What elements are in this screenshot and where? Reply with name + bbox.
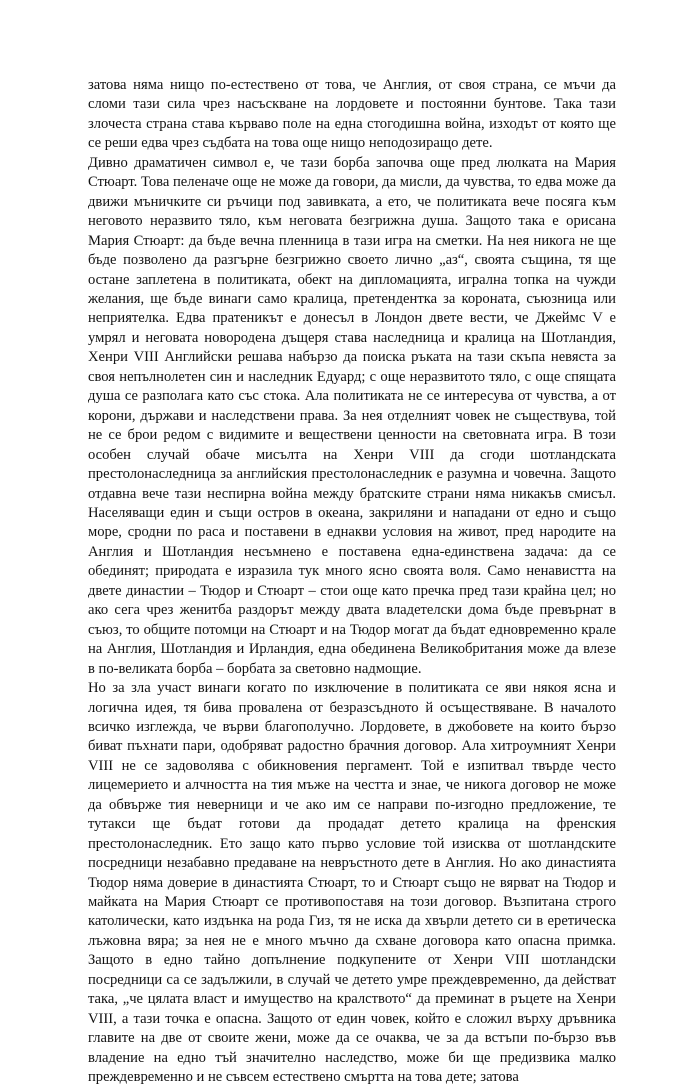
paragraph-3: Но за зла участ винаги когато по изключение в политиката се яви някоя ясна и логична идея, тя бива провалена от безразсъдното й осъществяване. В началото всичко изглежда, че върви благополучно. Лордовете, в джобовете на които бързо биват пъхнати пари, одобряват радостно брачния договор. Ала хитроумният Хенри VIII не се задоволява с обикновения пергамент. Той е изпитвал твърде често лицемерието и алчността на тия мъже на честта и знае, че никога договор не може да обвърже тия неверници и че ако им се направи по-изгодно предложение, те тутакси ще бъдат готови да продадат детето кралица на френския престолонаследник. Ето защо като първо условие той изисква от шотландските посредници незабавно предаване на невръстното дете в Англия. Но ако династията Тюдор няма доверие в династията Стюарт, то и Стюарт също не вярват на Тюдор и майката на Мария Стюарт се противопоставя на този договор. Възпитана строго католически, като издънка на рода Гиз, тя не иска да хвърли детето си в еретическа лъжовна вяра; за нея не е много мъчно да схване договора като опасна примка. Защото в едно тайно допълнение подкупените от Хенри VIII шотландски посредници са се задължили, в случай че детето умре преждевременно, да действат така, „че цялата власт и имущество на кралството“ да преминат в ръцете на Хенри VIII, а тази точка е опасна. Защото от един човек, който е сложил върху дръвника главите на две от своите жени, може да се очаква, че за да встъпи по-бързо във владение на едно тъй значително наследство, може би ще предизвика малко преждевременно и не съвсем естествено смъртта на това дете; затова <box>88 680 616 1086</box>
paragraph-2: Дивно драматичен символ е, че тази борба започва още пред люлката на Мария Стюарт. Това пеленаче още не може да говори, да мисли, да чувства, то едва може да движи мъничките си ръчици под завивката, а ето, че политиката вече посяга към неговото неразвито тяло, към неговата безгрижна душа. Защото така е орисана Мария Стюарт: да бъде вечна пленница в тази игра на сметки. На нея никога не ще бъде позволено да разгърне безгрижно своето лично „аз“, своята същина, тя ще остане заплетена в политиката, обект на дипломацията, игрална топка на чужди желания, ще бъде винаги само кралица, претендентка за короната, съюзница или неприятелка. Едва пратеникът е донесъл в Лондон двете вести, че Джеймс V е умрял и неговата новородена дъщеря става наследница и кралица на Шотландия, Хенри VIII Английски решава набързо да поиска ръката на тази скъпа невяста за своя непълнолетен син и наследник Едуард; с още неразвитото тяло, с още спящата душа се разполага като със стока. Ала политиката не се интересува от чувства, а от корони, държави и наследствени права. За нея отделният човек не съществува, той не се брои редом с видимите и веществени ценности на световната игра. В този особен случай обаче мисълта на Хенри VIII да сгоди шотландската престолонаследница за английския престолонаследник е разумна и човечна. Защото отдавна вече тази неспирна война между братските страни няма никакъв смисъл. Населяващи един и същи остров в океана, закриляни и нападани от едно и също море, сродни по раса и поставени в еднакви условия на живот, пред народите на Англия и Шотландия несъмнено е поставена една-единствена задача: да се обединят; природата е изразила тук много ясно своята воля. Само ненавистта на двете династии – Тюдор и Стюарт – стои още като пречка пред тази крайна цел; но ако сега чрез женитба раздорът между двата владетелски дома бъде превърнат в съюз, то общите потомци на Стюарт и на Тюдор могат да бъдат едновременно крале на Англия, Шотландия и Ирландия, една обединена Великобритания може да влезе в по-великата борба – борбата за световно надмощие. <box>88 154 616 677</box>
document-page <box>88 76 616 1088</box>
paragraph-1: затова няма нищо по-естествено от това, че Англия, от своя страна, се мъчи да сломи тази сила чрез насъскване на лордовете и постоянни бунтове. Така тази злочеста страна става кърваво поле на една стогодишна война, изходът от която ще се реши едва чрез съдбата на това още нищо неподозиращо дете. <box>88 77 616 152</box>
